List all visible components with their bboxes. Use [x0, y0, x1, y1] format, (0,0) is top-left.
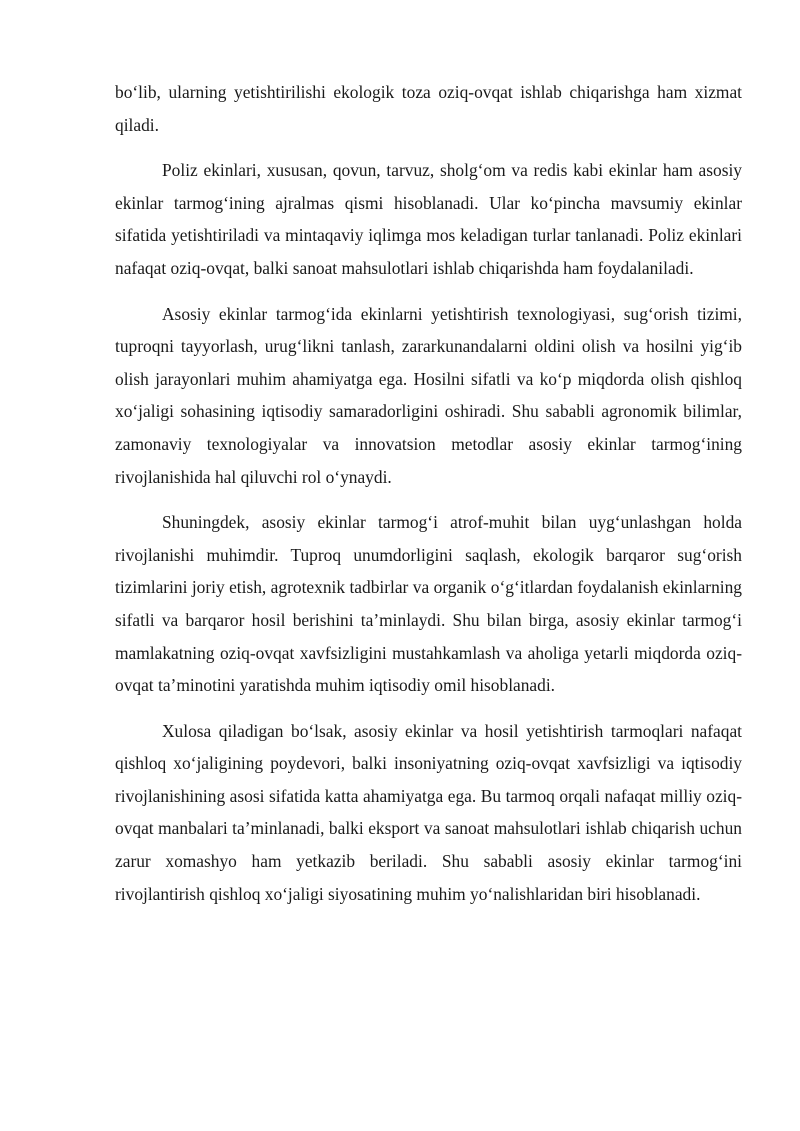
document-body: [115, 76, 742, 923]
paragraph-yetishtirish-texnologiyasi: Asosiy ekinlar tarmog‘ida ekinlarni yetishtirish texnologiyasi, sug‘orish tizimi, tuproqni tayyorlash, urug‘likni tanlash, zararkunandalarni oldini olish va hosilni yig‘ib olish jarayonlari muhim ahamiyatga ega. Hosilni sifatli va ko‘p miqdorda olish qishloq xo‘jaligi sohasining iqtisodiy samaradorligini oshiradi. Shu sababli agronomik bilimlar, zamonaviy texnologiyalar va innovatsion metodlar asosiy ekinlar tarmog‘ining rivojlanishida hal qiluvchi rol o‘ynaydi.: [115, 303, 742, 487]
paragraph-xulosa: Xulosa qiladigan bo‘lsak, asosiy ekinlar va hosil yetishtirish tarmoqlari nafaqat qishloq xo‘jaligining poydevori, balki insoniyatning oziq-ovqat xavfsizligi va iqtisodiy rivojlanishining asosi sifatida katta ahamiyatga ega. Bu tarmoq orqali nafaqat milliy oziq-ovqat manbalari ta’minlanadi, balki eksport va sanoat mahsulotlari ishlab chiqarish uchun zarur xomashyo ham yetkazib beriladi. Shu sababli asosiy ekinlar tarmog‘ini rivojlantirish qishloq xo‘jaligi siyosatining muhim yo‘nalishlaridan biri hisoblanadi.: [115, 720, 742, 904]
paragraph-poliz-ekinlari: Poliz ekinlari, xususan, qovun, tarvuz, sholg‘om va redis kabi ekinlar ham asosiy ekinlar tarmog‘ining ajralmas qismi hisoblanadi. Ular ko‘pincha mavsumiy ekinlar sifatida yetishtiriladi va mintaqaviy iqlimga mos keladigan turlar tanlanadi. Poliz ekinlari nafaqat oziq-ovqat, balki sanoat mahsulotlari ishlab chiqarishda ham foydalaniladi.: [115, 160, 742, 278]
paragraph-continuation: bo‘lib, ularning yetishtirilishi ekologik toza oziq-ovqat ishlab chiqarishga ham xizmat qiladi.: [115, 82, 742, 135]
paragraph-atrof-muhit: Shuningdek, asosiy ekinlar tarmog‘i atrof-muhit bilan uyg‘unlashgan holda rivojlanishi muhimdir. Tuproq unumdorligini saqlash, ekologik barqaror sug‘orish tizimlarini joriy etish, agrotexnik tadbirlar va organik o‘g‘itlardan foydalanish ekinlarning sifatli va barqaror hosil berishini ta’minlaydi. Shu bilan birga, asosiy ekinlar tarmog‘i mamlakatning oziq-ovqat xavfsizligini mustahkamlash va aholiga yetarli miqdorda oziq-ovqat ta’minotini yaratishda muhim iqtisodiy omil hisoblanadi.: [115, 512, 742, 696]
